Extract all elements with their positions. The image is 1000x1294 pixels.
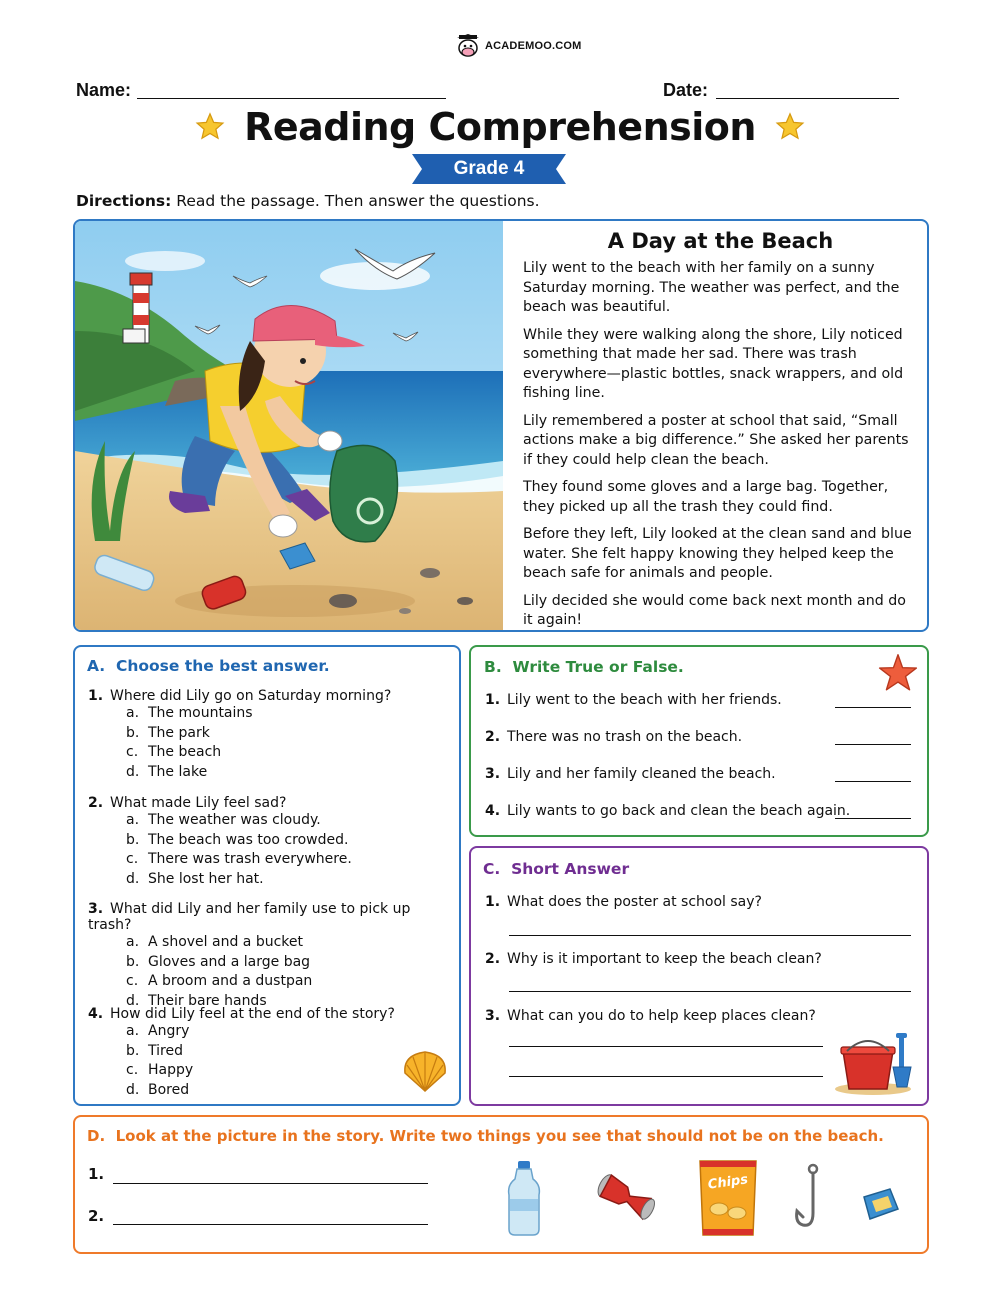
story-text (523, 229, 918, 632)
question-text: How did Lily feel at the end of the story? (110, 1006, 395, 1022)
section-a-header (87, 657, 330, 675)
star-icon (775, 112, 805, 142)
section-d-header (87, 1127, 884, 1145)
directions-text: Read the passage. Then answer the questions. (171, 192, 540, 210)
section-c-letter: C. (483, 860, 501, 878)
item-number: 2. (88, 1207, 105, 1225)
question-text: What can you do to help keep places clean? (507, 1008, 816, 1024)
statement-text: Lily and her family cleaned the beach. (507, 766, 776, 782)
chips-bag-icon (695, 1157, 761, 1239)
section-c-short-answer (469, 846, 929, 1106)
answer-option[interactable]: c. There was trash everywhere. (126, 851, 352, 868)
section-b-title: Write True or False. (512, 658, 684, 676)
date-field[interactable] (716, 98, 899, 99)
logo-text: ACADEMOO.COM (485, 40, 582, 52)
story-paragraph: Lily decided she would come back next month and do it again! (523, 592, 906, 628)
question-number: 4. (88, 1006, 104, 1022)
answer-option[interactable]: c. The beach (126, 744, 222, 761)
answer-line[interactable] (509, 935, 911, 936)
section-b-true-false (469, 645, 929, 837)
girl-cleaning-beach-illustration (75, 221, 503, 630)
story-paragraph: Lily remembered a poster at school that said, “Small actions make a big difference.” She asked her parents if they could help clean the beach. (523, 412, 909, 468)
section-c-title: Short Answer (511, 860, 630, 878)
statement-text: Lily went to the beach with her friends. (507, 692, 782, 708)
answer-option[interactable]: a. A shovel and a bucket (126, 934, 303, 950)
section-d-title: Look at the picture in the story. Write two things you see that should not be on the beach. (115, 1127, 884, 1145)
name-label: Name: (76, 80, 132, 100)
question-text: What made Lily feel sad? (110, 795, 287, 811)
question-2 (88, 795, 448, 890)
true-false-item: 1. Lily went to the beach with her friends. (485, 692, 782, 708)
answer-option[interactable]: a. The mountains (126, 705, 253, 721)
story-paragraph: Lily went to the beach with her family on a sunny Saturday morning. The weather was perfect, and the beach was beautiful. (523, 260, 900, 315)
seashell-icon (401, 1049, 449, 1093)
sand-bucket-and-shovel-icon (833, 1031, 917, 1097)
answer-line[interactable] (509, 991, 911, 992)
answer-option[interactable]: b. The park (126, 724, 210, 741)
answer-blank[interactable] (835, 744, 911, 745)
question-text: What does the poster at school say? (507, 894, 762, 910)
question-3 (88, 901, 453, 1012)
answer-blank[interactable] (835, 818, 911, 819)
directions-label: Directions: (76, 192, 172, 210)
grade-ribbon (412, 154, 566, 184)
section-b-header (484, 658, 684, 676)
question-number: 3. (88, 901, 104, 917)
section-c-header (483, 860, 629, 878)
section-a-title: Choose the best answer. (115, 657, 330, 675)
story-paragraph: They found some gloves and a large bag. Together, they picked up all the trash they could find. (523, 479, 889, 515)
story-box (73, 219, 929, 632)
question-text: Why is it important to keep the beach clean? (507, 951, 822, 967)
true-false-item: 4. Lily wants to go back and clean the beach again. (485, 803, 851, 819)
date-label: Date: (663, 80, 709, 100)
statement-text: There was no trash on the beach. (507, 729, 743, 745)
crushed-can-icon (593, 1171, 661, 1223)
answer-option[interactable]: b. The beach was too crowded. (126, 831, 349, 848)
answer-option[interactable]: b. Tired (126, 1042, 183, 1059)
question-text: What did Lily and her family use to pick up trash? (88, 901, 411, 933)
answer-line[interactable] (113, 1224, 428, 1225)
answer-line[interactable] (113, 1183, 428, 1184)
section-a-letter: A. (87, 657, 106, 675)
grade-label: Grade 4 (453, 158, 525, 179)
question-number: 2. (88, 795, 104, 811)
section-d-letter: D. (87, 1127, 106, 1145)
story-title: A Day at the Beach (607, 229, 834, 253)
true-false-item: 3. Lily and her family cleaned the beach. (485, 766, 776, 782)
starfish-icon (877, 653, 919, 695)
cow-mascot-icon (455, 34, 481, 58)
answer-blank[interactable] (835, 707, 911, 708)
true-false-item: 2. There was no trash on the beach. (485, 729, 743, 745)
answer-option[interactable]: a. The weather was cloudy. (126, 812, 321, 828)
story-paragraph: Before they left, Lily looked at the clean sand and blue water. She felt happy knowing they helped keep the beach safe for animals and people. (523, 526, 912, 581)
question-1 (88, 688, 448, 783)
question-4 (88, 1006, 448, 1101)
name-field[interactable] (137, 98, 446, 99)
star-icon (195, 112, 225, 142)
item-number: 1. (88, 1165, 105, 1183)
snack-wrapper-icon (860, 1187, 900, 1221)
statement-text: Lily wants to go back and clean the beach again. (507, 803, 851, 819)
short-answer-question: 1. What does the poster at school say? (485, 894, 762, 910)
chips-label: Chips (706, 1172, 749, 1193)
page-title: Reading Comprehension (244, 105, 756, 149)
answer-option[interactable]: c. Happy (126, 1062, 194, 1079)
short-answer-question: 2. Why is it important to keep the beach clean? (485, 951, 822, 967)
answer-option[interactable]: a. Angry (126, 1023, 190, 1039)
plastic-bottle-icon (503, 1159, 545, 1237)
answer-option[interactable]: d. She lost her hat. (126, 871, 264, 888)
answer-option[interactable]: d. The lake (126, 764, 208, 781)
answer-line[interactable] (509, 1076, 823, 1077)
question-text: Where did Lily go on Saturday morning? (110, 688, 392, 704)
section-a-multiple-choice (73, 645, 461, 1106)
answer-option[interactable]: c. A broom and a dustpan (126, 973, 313, 990)
answer-blank[interactable] (835, 781, 911, 782)
section-b-letter: B. (484, 658, 502, 676)
answer-option[interactable]: b. Gloves and a large bag (126, 953, 311, 970)
question-number: 1. (88, 688, 104, 704)
answer-line[interactable] (509, 1046, 823, 1047)
directions (76, 192, 540, 210)
story-paragraph: While they were walking along the shore, Lily noticed something that made her sad. There was trash everywhere—plastic bottles, snack wrappers, and old fishing line. (523, 326, 904, 401)
academoo-logo (455, 34, 582, 58)
section-d-picture-question (73, 1115, 929, 1254)
answer-option[interactable]: d. Their bare hands (126, 993, 267, 1010)
worksheet-title-row (0, 105, 1000, 149)
short-answer-question: 3. What can you do to help keep places clean? (485, 1008, 816, 1024)
answer-option[interactable]: d. Bored (126, 1082, 190, 1099)
fishing-hook-icon (793, 1163, 831, 1233)
